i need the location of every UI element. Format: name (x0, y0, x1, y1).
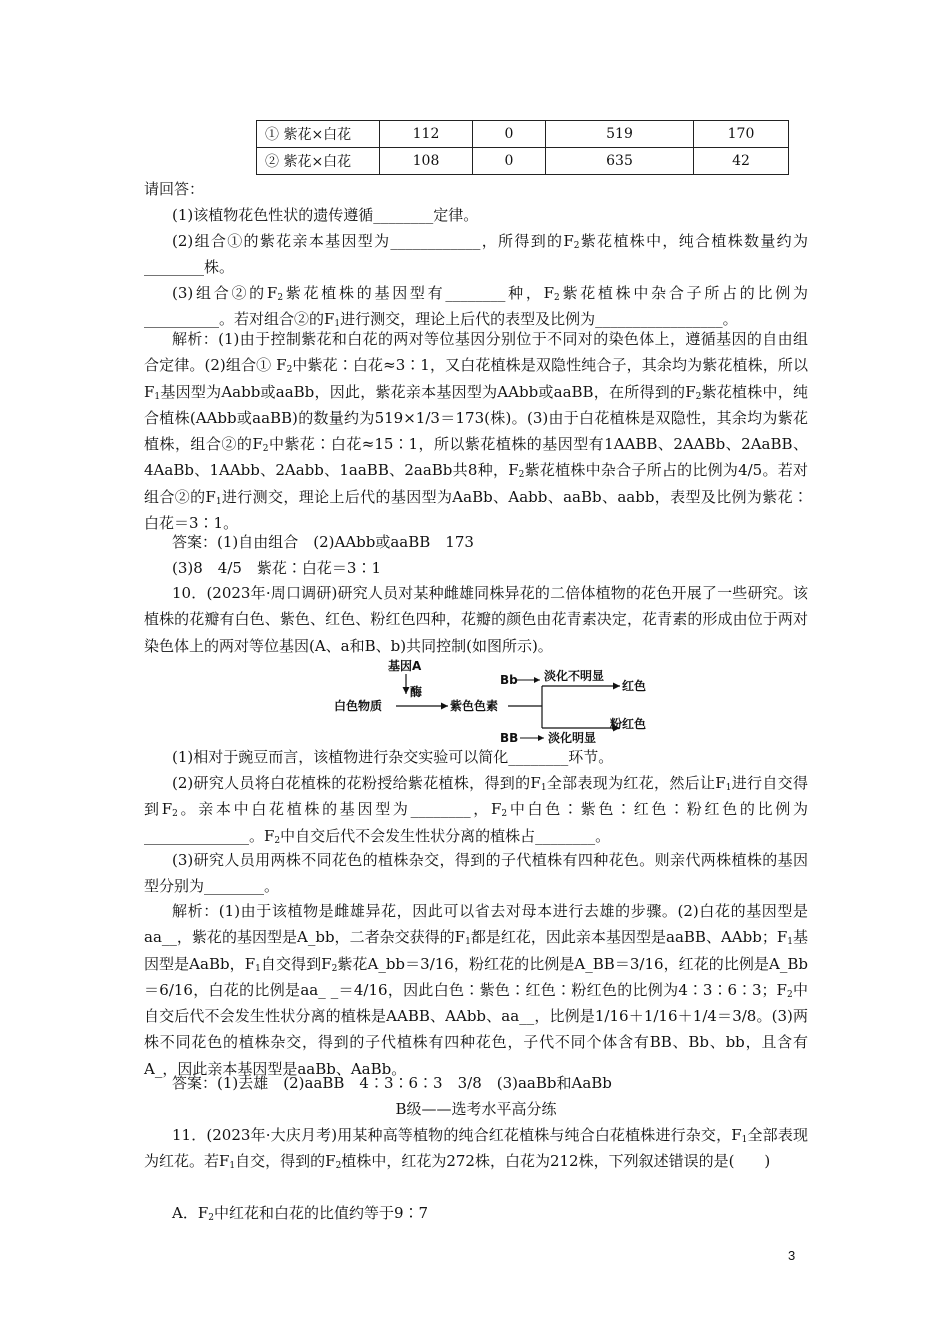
table-cell: 42 (694, 148, 789, 175)
table-cell: ① 紫花×白花 (257, 121, 380, 148)
q11-stem: 11．(2023年·大庆月考)用某种高等植物的纯合红花植株与纯合白花植株进行杂交，$F_1$全部表现为红花。若$F_1$自交，得到的$F_2$植株中，红花为272株，白花为212株，下列叙述错误的是( ) (144, 1126, 808, 1172)
q10-sub1: (1)相对于豌豆而言，该植物进行杂交实验可以简化________环节。 (172, 748, 614, 766)
table-cell: 519 (546, 121, 694, 148)
pink-label: 粉红色 (610, 717, 647, 731)
bb-lower-label: BB (500, 731, 519, 745)
bb-upper-label: Bb (500, 673, 518, 687)
cross-results-table (256, 120, 789, 175)
q9-sub1: (1)该植物花色性状的遗传遵循________定律。 (172, 206, 479, 224)
q9-answer-1: 答案：(1)自由组合 (2)AAbb或aaBB 173 (172, 533, 474, 551)
q9-sub3: (3)组合②的$F_2$紫花植株的基因型有________种，$F_2$紫花植株中杂合子所占的比例为__________。若对组合②的$F_1$进行测交，理论上后代的表型及比例为_________________。 (144, 284, 808, 330)
table-cell: 170 (694, 121, 789, 148)
white-substance-label: 白色物质 (334, 699, 383, 713)
table-row (257, 121, 789, 148)
q10-sub2: (2)研究人员将白花植株的花粉授给紫花植株，得到的$F_1$全部表现为红花，然后让$F_1$进行自交得到$F_2$。亲本中白花植株的基因型为________，$F_2$中白色∶紫色∶红色∶粉红色的比例为______________。$F_2$中自交后代不会发生性状分离的植株占________。 (144, 774, 808, 846)
q9-sub2: (2)组合①的紫花亲本基因型为____________，所得到的$F_2$紫花植株中，纯合植株数量约为________株。 (144, 232, 808, 277)
q10-sub3: (3)研究人员用两株不同花色的植株杂交，得到的子代植株有四种花色。则亲代两株植株的基因型分别为________。 (144, 851, 808, 896)
gene-a-label: 基因A (388, 659, 422, 673)
table-cell: 108 (380, 148, 473, 175)
purple-pigment-label: 紫色色素 (450, 699, 499, 713)
table-cell: 0 (473, 148, 546, 175)
table-row (257, 148, 789, 175)
table-cell: 635 (546, 148, 694, 175)
section-b-heading: B级——选考水平高分练 (395, 1100, 557, 1118)
table-cell: 0 (473, 121, 546, 148)
q10-analysis: 解析：(1)由于该植物是雌雄异花，因此可以省去对母本进行去雄的步骤。(2)白花的基因型是aa__，紫花的基因型是A_bb，二者杂交获得的$F_1$都是红花，因此亲本基因型是aaBB、AAbb；$F_1$基因型是AaBb，$F_1$自交得到$F_2$紫花A_bb＝3/16，粉红花的比例是A_BB＝3/16，红花的比例是A_Bb＝6/16，白花的比例是aa_ _＝4/16，因此白色∶紫色∶红色∶粉红色的比例为4∶3∶6∶3；$F_2$中自交后代不会发生性状分离的植株是AABB、AAbb、aa__，比例是1/16＋1/16＋1/4＝3/8。(3)两株不同花色的植株杂交，得到的子代植株有四种花色，子代不同个体含有BB、Bb、bb，且含有A_，因此亲本基因型是aaBb、AaBb。 (144, 902, 809, 1078)
q9-prompt: 请回答： (144, 180, 205, 198)
red-label: 红色 (622, 679, 647, 693)
table-cell: ② 紫花×白花 (257, 148, 380, 175)
q11-option-a: A．$F_2$中红花和白花的比值约等于9∶7 (172, 1204, 429, 1223)
enzyme-label: 酶 (410, 685, 423, 699)
pigment-pathway-diagram (330, 656, 660, 746)
light-clear-label: 淡化明显 (548, 731, 597, 745)
page-number: 3 (788, 1248, 796, 1263)
q10-stem: 10．(2023年·周口调研)研究人员对某种雌雄同株异花的二倍体植物的花色开展了一些研究。该植株的花瓣有白色、紫色、红色、粉红色四种，花瓣的颜色由花青素决定，花青素的形成由位于两对染色体上的两对等位基因(A、a和B、b)共同控制(如图所示)。 (144, 584, 808, 655)
light-unclear-label: 淡化不明显 (544, 669, 605, 683)
q9-analysis: 解析：(1)由于控制紫花和白花的两对等位基因分别位于不同对的染色体上，遵循基因的自由组合定律。(2)组合① $F_2$中紫花∶白花≈3∶1，又白花植株是双隐性纯合子，其余均为紫花植株，所以$F_1$基因型为Aabb或aaBb，因此，紫花亲本基因型为AAbb或aaBB，在所得到的$F_2$紫花植株中，纯合植株(AAbb或aaBB)的数量约为519×1/3＝173(株)。(3)由于白花植株是双隐性，其余均为紫花植株，组合②的$F_2$中紫花∶白花≈15∶1，所以紫花植株的基因型有1AABB、2AABb、2AaBB、4AaBb、1AAbb、2Aabb、1aaBB、2aaBb共8种，$F_2$紫花植株中杂合子所占的比例为4/5。若对组合②的$F_1$进行测交，理论上后代的基因型为AaBb、Aabb、aaBb、aabb，表型及比例为紫花∶白花＝3∶1。 (144, 330, 808, 533)
q10-answer: 答案：(1)去雄 (2)aaBB 4∶3∶6∶3 3/8 (3)aaBb和AaBb (172, 1074, 612, 1092)
table-cell: 112 (380, 121, 473, 148)
q9-answer-2: (3)8 4/5 紫花∶白花＝3∶1 (172, 559, 382, 577)
